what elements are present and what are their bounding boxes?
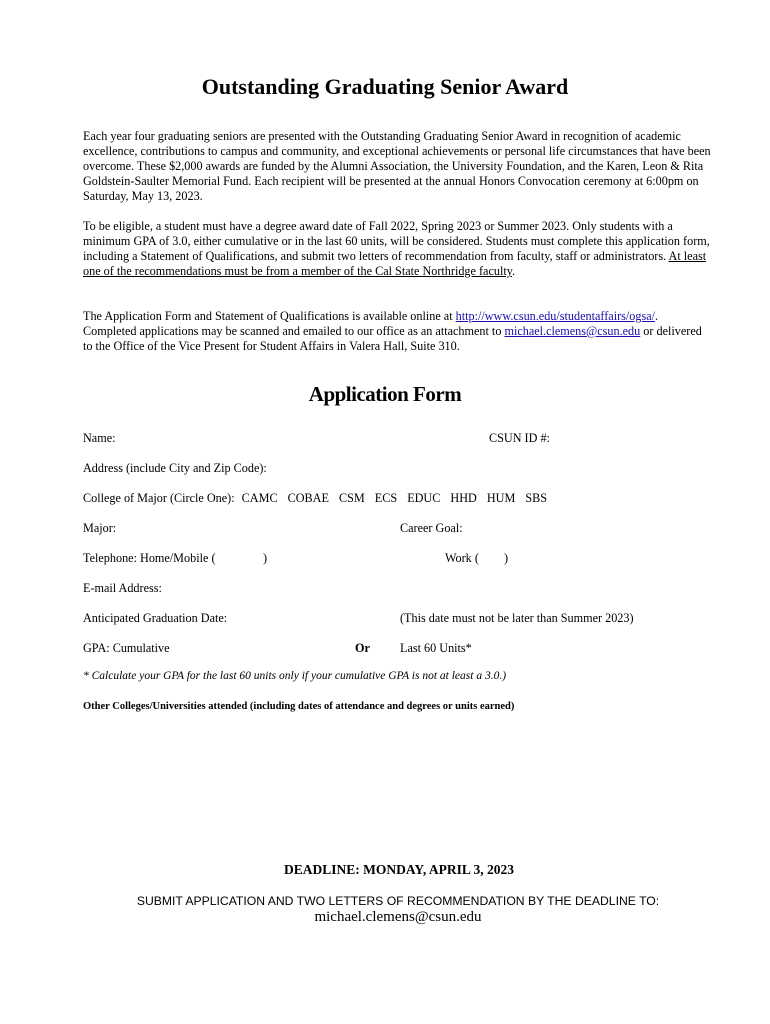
gpa-cumulative-label: GPA: Cumulative bbox=[83, 641, 170, 655]
college-option[interactable]: CSM bbox=[338, 491, 365, 505]
ogsa-link[interactable]: http://www.csun.edu/studentaffairs/ogsa/ bbox=[455, 309, 656, 323]
form-heading: Application Form bbox=[308, 382, 462, 406]
availability-text-a: The Application Form and Statement of Qualifications is available online at bbox=[83, 309, 453, 323]
college-option[interactable]: EDUC bbox=[407, 491, 441, 505]
college-option[interactable]: CAMC bbox=[241, 491, 278, 505]
intro-paragraph-1: Each year four graduating seniors are presented with the Outstanding Graduating Senior Award in recognition of academic excellence, contributions to campus and community, and exceptional achievements or personal life circumstances that have been overcome. These $2,000 awards are funded by the Alumni Association, the University Foundation, and the Karen, Leon & Rita Goldstein-Saulter Memorial Fund. Each recipient will be presented at the annual Honors Convocation ceremony at 6:00pm on Saturday, May 13, 2023. bbox=[83, 129, 711, 203]
email-link[interactable]: michael.clemens@csun.edu bbox=[504, 324, 641, 338]
college-option[interactable]: ECS bbox=[374, 491, 398, 505]
gpa-note: * Calculate your GPA for the last 60 units only if your cumulative GPA is not at least a 3.0.) bbox=[83, 670, 507, 682]
major-label: Major: bbox=[83, 521, 117, 535]
telephone-label: Telephone: Home/Mobile ( bbox=[83, 551, 216, 565]
or-label: Or bbox=[355, 641, 370, 655]
college-option[interactable]: COBAE bbox=[287, 491, 329, 505]
college-option[interactable]: SBS bbox=[525, 491, 548, 505]
submit-instructions: SUBMIT APPLICATION AND TWO LETTERS OF RECOMMENDATION BY THE DEADLINE TO: bbox=[136, 894, 660, 908]
graduation-date-label: Anticipated Graduation Date: bbox=[83, 611, 228, 625]
availability-paragraph bbox=[83, 309, 713, 354]
name-label: Name: bbox=[83, 431, 116, 445]
home-paren-close: ) bbox=[263, 551, 268, 565]
work-paren-close: ) bbox=[504, 551, 509, 565]
last-60-units-label: Last 60 Units* bbox=[400, 641, 472, 655]
faculty-requirement: At least one of the recommendations must be from a member of the Cal State Northridge faculty bbox=[83, 249, 707, 278]
email-address-label: E-mail Address: bbox=[83, 581, 162, 595]
career-goal-label: Career Goal: bbox=[400, 521, 463, 535]
availability-text-c: or delivered to the Office of the Vice Present for Student Affairs in Valera Hall, Suite 310. bbox=[83, 324, 702, 353]
other-colleges-label: Other Colleges/Universities attended (including dates of attendance and degrees or units earned) bbox=[83, 701, 515, 712]
eligibility-text: To be eligible, a student must have a degree award date of Fall 2022, Spring 2023 or Summer 2023. Only students with a minimum GPA of 3.0, either cumulative or in the last 60 units, will be considered. Students must complete this application form, including a Statement of Qualifications, and submit two letters of recommendation from faculty, staff or administrators. bbox=[83, 219, 710, 263]
college-option[interactable]: HHD bbox=[450, 491, 477, 505]
college-of-major-row bbox=[83, 491, 547, 506]
graduation-date-note: (This date must not be later than Summer 2023) bbox=[400, 611, 634, 625]
csun-id-label: CSUN ID #: bbox=[489, 431, 550, 445]
page-title: Outstanding Graduating Senior Award bbox=[201, 74, 569, 99]
submit-email: michael.clemens@csun.edu bbox=[314, 909, 482, 925]
college-label: College of Major (Circle One): bbox=[83, 491, 235, 505]
availability-text-b: . Completed applications may be scanned and emailed to our office as an attachment to bbox=[83, 309, 659, 338]
address-label: Address (include City and Zip Code): bbox=[83, 461, 267, 475]
college-option[interactable]: HUM bbox=[486, 491, 516, 505]
deadline-heading: DEADLINE: MONDAY, APRIL 3, 2023 bbox=[283, 862, 515, 877]
eligibility-paragraph: To be eligible, a student must have a degree award date of Fall 2022, Spring 2023 or Summer 2023. Only students with a minimum GPA of 3.0, either cumulative or in the last 60 units, will be considered. Students must complete this application form, including a Statement of Qualifications, and submit two letters of recommendation from faculty, staff or administrators. At least one of the recommendations must be from a member of the Cal State Northridge faculty. bbox=[83, 219, 710, 278]
work-phone-label: Work ( bbox=[445, 551, 479, 565]
